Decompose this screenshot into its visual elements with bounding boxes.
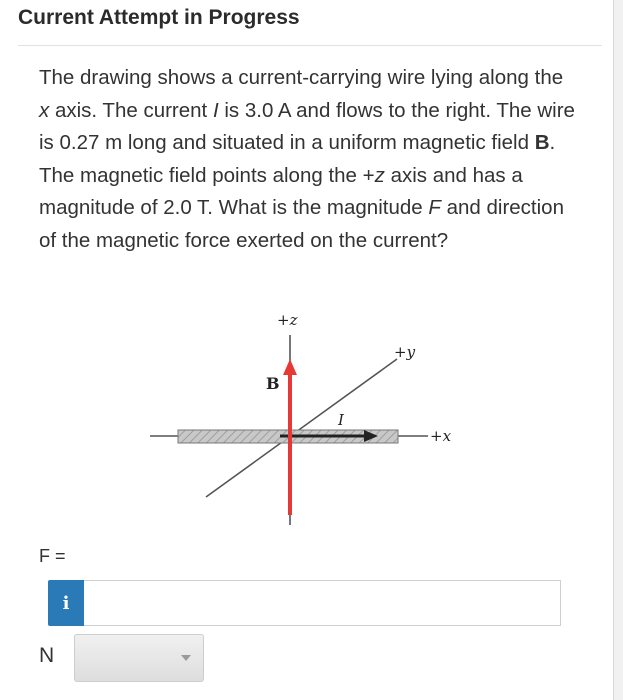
wire-field-diagram (140, 305, 480, 535)
var-f: F (428, 196, 441, 219)
var-z: z (374, 163, 385, 187)
magnitude-input[interactable] (84, 580, 561, 626)
question-text (39, 62, 579, 257)
current-label: I (338, 411, 344, 429)
question-part: The drawing shows a current-carrying wire lying along the (39, 66, 564, 89)
question-part: is 3.0 A and flows to the right. The wire is 0.27 m long and situated in a uniform magnetic field (39, 98, 575, 154)
direction-select[interactable] (74, 634, 204, 682)
scrollbar-edge[interactable] (613, 0, 623, 700)
y-axis (206, 359, 397, 497)
field-arrowhead (283, 359, 297, 375)
var-b: B (534, 131, 550, 154)
field-label: B (266, 374, 280, 393)
answer-variable-label: F = (39, 546, 66, 566)
question-part: and direction of the magnetic force exerted on the current? (39, 196, 564, 252)
z-axis-label: +z (277, 311, 298, 329)
chevron-down-icon (181, 655, 191, 661)
unit-label: N (39, 644, 55, 667)
y-axis-label: +y (394, 343, 416, 361)
question-part: axis. The current (49, 98, 213, 122)
title-divider (18, 45, 602, 46)
question-part: . The magnetic field points along the + (39, 131, 556, 187)
var-i: I (212, 98, 219, 122)
var-x: x (39, 98, 50, 122)
x-axis-label: +x (430, 427, 452, 445)
page-title: Current Attempt in Progress (18, 6, 300, 29)
question-part: axis and has a magnitude of 2.0 T. What is the magnitude (39, 163, 523, 219)
info-icon[interactable]: i (48, 580, 84, 626)
